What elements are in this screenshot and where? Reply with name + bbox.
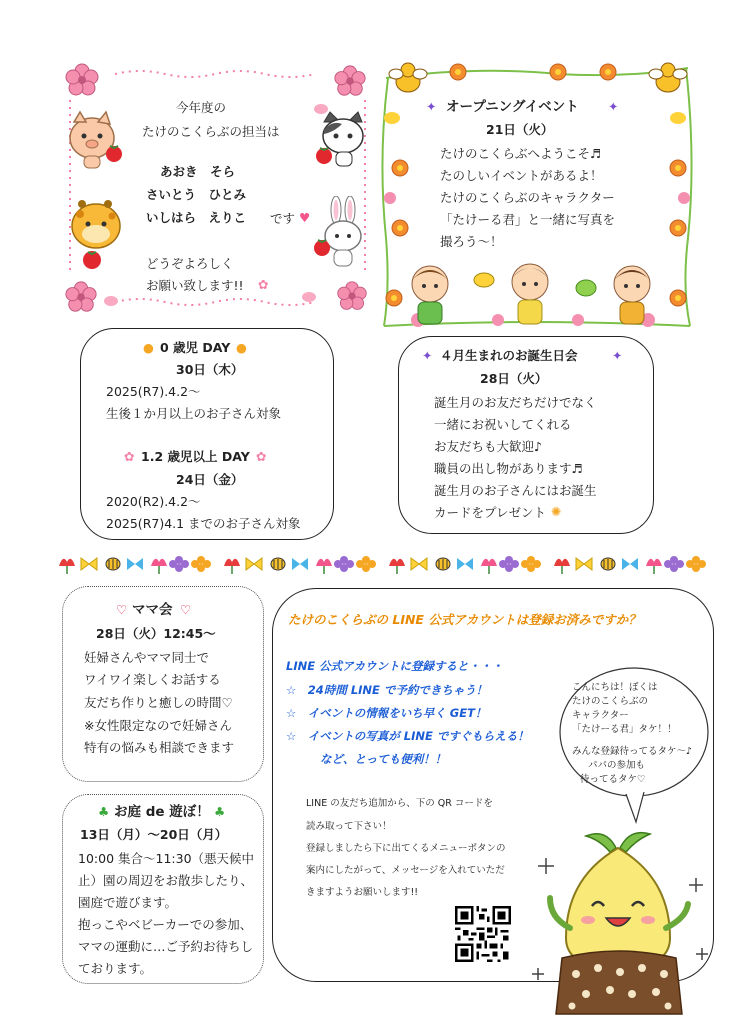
garden-play-line: 抱っこやベビーカーでの参加、	[78, 917, 253, 932]
rabbit-character-icon	[310, 196, 372, 272]
line-instruction: きますようお願いします!!	[306, 887, 419, 898]
birthday-line: カードをプレゼント	[434, 505, 547, 520]
zero-day-title: 0 歳児 DAY	[160, 340, 231, 355]
sun-icon: ✺	[551, 504, 562, 519]
one-two-day-target: 2025(R7)4.1 までのお子さん対象	[106, 516, 301, 531]
staff-name-ishihara: いしはら えりこ	[146, 210, 247, 225]
chick-icon: ●	[143, 340, 154, 355]
line-benefit-photos: ☆ イベントの写真が LINE ですぐもらえる！	[286, 729, 529, 743]
flower-icon	[333, 64, 367, 98]
party-popper-icon: ✦	[608, 99, 619, 114]
staff-intro-line2: たけのこくらぶの担当は	[142, 124, 280, 139]
giraffe-character-icon	[66, 196, 130, 272]
staff-name-suffix: です	[270, 211, 296, 226]
children-illustration	[400, 258, 680, 332]
speech-bubble-line: キャラクター	[572, 710, 629, 721]
flower-icon	[64, 62, 100, 98]
opening-event-line: 撮ろう～！	[440, 234, 503, 249]
heart-icon: ♡	[116, 602, 128, 617]
mama-meeting-date: 28日（火）12:45～	[96, 626, 216, 641]
chick-icon: ●	[236, 340, 247, 355]
garden-play-line: 10:00 集合～11:30（悪天候中	[78, 851, 255, 866]
party-popper-icon: ✦	[426, 99, 437, 114]
clover-icon: ♣	[214, 804, 226, 819]
garden-play-title: お庭 de 遊ぼ！	[114, 804, 210, 820]
bee-icon	[648, 60, 688, 96]
birthday-date: 28日（火）	[480, 371, 548, 386]
staff-intro-line1: 今年度の	[176, 100, 227, 115]
pig-character-icon	[64, 108, 128, 172]
line-qr-code[interactable]	[455, 906, 511, 962]
line-benefit-info: ☆ イベントの情報をいち早く GET！	[286, 706, 487, 720]
cat-character-icon	[312, 110, 374, 172]
mama-meeting-line: 特有の悩みも相談できます	[84, 740, 235, 755]
staff-greeting-line2: お願い致します!!	[146, 278, 244, 293]
line-benefit-summary: など、とっても便利！！	[320, 752, 447, 766]
heart-icon: ♥	[299, 210, 311, 225]
birthday-line: 誕生月のお子さんにはお誕生	[434, 483, 597, 498]
staff-greeting-line1: どうぞよろしく	[146, 256, 234, 271]
party-popper-icon: ✦	[422, 348, 433, 363]
heart-icon: ♡	[180, 602, 192, 617]
speech-bubble-line: 待ってるタケ♡	[580, 774, 646, 785]
birthday-line: 一緒にお祝いしてくれる	[434, 417, 572, 432]
line-instruction: 案内にしたがって、メッセージを入れていただ	[306, 865, 505, 876]
pink-flower-icon: ✿	[124, 449, 135, 464]
opening-event-line: たのしいイベントがあるよ！	[440, 168, 603, 183]
staff-name-saito: さいとう ひとみ	[146, 187, 247, 202]
takeru-kun-character-icon	[526, 818, 716, 1018]
bee-icon	[388, 60, 428, 96]
line-instruction: 読み取って下さい！	[306, 821, 392, 832]
mama-meeting-title: ママ会	[132, 602, 173, 618]
birthday-line: 職員の出し物があります♬	[434, 461, 583, 476]
one-two-day-title: 1.2 歳児以上 DAY	[141, 449, 250, 464]
staff-name-aoki: あおき そら	[160, 164, 236, 179]
one-two-day-date: 24日（金）	[176, 472, 244, 487]
garden-play-line: 園庭で遊びます。	[78, 895, 178, 910]
garden-play-line: ております。	[78, 961, 153, 976]
zero-day-date: 30日（木）	[176, 362, 244, 377]
pink-flower-icon: ✿	[256, 449, 267, 464]
petal-icon	[300, 288, 318, 306]
opening-event-line: たけのこくらぶへようこそ♬	[440, 146, 602, 161]
speech-bubble-line: パパの参加も	[588, 760, 646, 771]
flower-icon	[336, 280, 368, 312]
birthday-line: お友だちも大歓迎♪	[434, 439, 542, 454]
birthday-line: 誕生月のお友だちだけでなく	[434, 395, 597, 410]
garden-play-line: 止）園の周辺をお散歩したり、	[78, 873, 254, 888]
line-account-title: たけのこくらぶの LINE 公式アカウントは登録お済みですか？	[288, 612, 641, 627]
garden-play-line: ママの運動に…ご予約お待ちし	[78, 939, 254, 954]
clover-icon: ♣	[98, 804, 110, 819]
opening-event-date: 21日（火）	[486, 122, 554, 137]
speech-bubble-line: みんな登録待ってるタケ～♪	[572, 746, 693, 757]
one-two-day-birth-range: 2020(R2).4.2～	[106, 494, 201, 509]
mama-meeting-line: 友だち作りと癒しの時間♡	[84, 695, 233, 710]
party-popper-icon: ✦	[612, 348, 623, 363]
speech-bubble-line: 「たけーる君」タケ！！	[572, 724, 677, 735]
zero-day-birth-range: 2025(R7).4.2～	[106, 384, 201, 399]
line-benefit-booking: ☆ 24時間 LINE で予約できちゃう！	[286, 683, 488, 697]
mama-meeting-line: ワイワイ楽しくお話する	[84, 672, 221, 687]
birthday-title: ４月生まれのお誕生日会	[440, 348, 578, 363]
line-instruction: LINE の友だち追加から、下の QR コードを	[306, 798, 493, 809]
flower-icon	[64, 280, 98, 314]
line-account-intro: LINE 公式アカウントに登録すると・・・	[286, 659, 503, 673]
mama-meeting-line: ※女性限定なので妊婦さん	[84, 718, 232, 733]
petal-icon	[102, 292, 120, 310]
garden-play-date: 13日（月）～20日（月）	[80, 827, 228, 842]
garden-play-panel	[62, 794, 264, 984]
opening-event-line: たけのこくらぶのキャラクター	[440, 190, 615, 205]
speech-bubble-line: たけのこくらぶの	[572, 696, 649, 707]
mama-meeting-line: 妊婦さんやママ同士で	[84, 650, 210, 665]
zero-day-target: 生後１か月以上のお子さん対象	[106, 406, 282, 421]
line-instruction: 登録しましたら下に出てくるメニューボタンの	[306, 843, 506, 854]
spring-decoration-row	[55, 552, 715, 574]
flower-mark-icon: ✿	[258, 277, 269, 292]
opening-event-title: オープニングイベント	[446, 99, 579, 115]
opening-event-line: 「たけーる君」と一緒に写真を	[440, 212, 616, 227]
speech-bubble-line: こんにちは！ぼくは	[572, 682, 658, 693]
